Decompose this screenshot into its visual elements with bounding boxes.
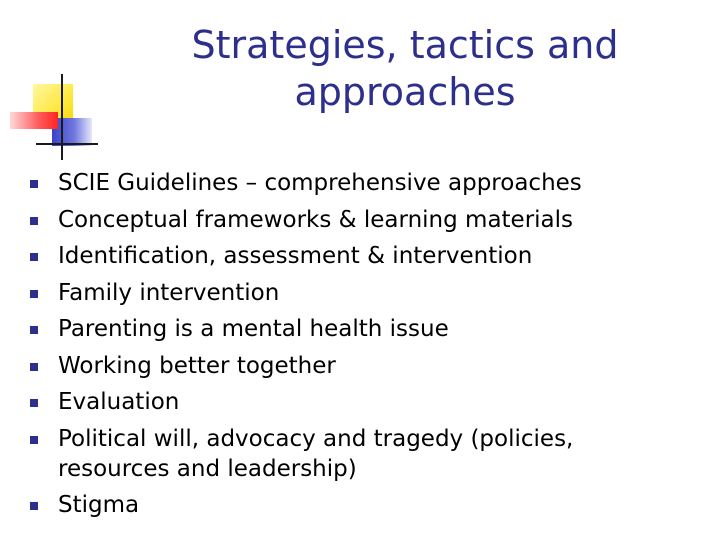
square-bullet-icon [30, 363, 38, 371]
bullet-item [30, 238, 690, 275]
bullet-item [30, 384, 690, 421]
bullet-text: Working better together [58, 352, 336, 379]
bullet-text: Parenting is a mental health issue [58, 316, 449, 342]
bullet-item [30, 275, 690, 312]
bullet-text: Family intervention [58, 279, 280, 306]
bullet-text: Conceptual frameworks & learning materials [58, 206, 574, 233]
square-bullet-icon [30, 399, 38, 407]
bullet-item [30, 165, 690, 202]
bullet-text: Evaluation [58, 389, 180, 415]
slide-title-line-2: approaches [294, 70, 516, 114]
slide-title [140, 22, 670, 116]
square-bullet-icon [30, 326, 38, 334]
square-bullet-icon [30, 253, 38, 261]
bullet-item [30, 202, 690, 239]
bullet-text: Stigma [58, 491, 140, 518]
square-bullet-icon [30, 436, 38, 444]
red-bar-decoration [10, 112, 58, 129]
slide-title-line-1: Strategies, tactics and [191, 23, 619, 67]
bullet-text: Identification, assessment & intervention [58, 243, 533, 269]
bullet-item [30, 421, 690, 487]
bullet-text: SCIE Guidelines – comprehensive approaches [58, 170, 582, 196]
bullet-list [30, 165, 690, 523]
square-bullet-icon [30, 180, 38, 188]
bullet-text: Political will, advocacy and tragedy (policies, resources and leadership) [58, 425, 574, 482]
horizontal-line-decoration [36, 143, 98, 145]
vertical-line-decoration [61, 74, 63, 160]
bullet-item [30, 348, 690, 385]
bullet-item [30, 311, 690, 348]
bullet-item [30, 487, 690, 524]
square-bullet-icon [30, 502, 38, 510]
square-bullet-icon [30, 290, 38, 298]
square-bullet-icon [30, 217, 38, 225]
blue-square-decoration [52, 118, 92, 146]
